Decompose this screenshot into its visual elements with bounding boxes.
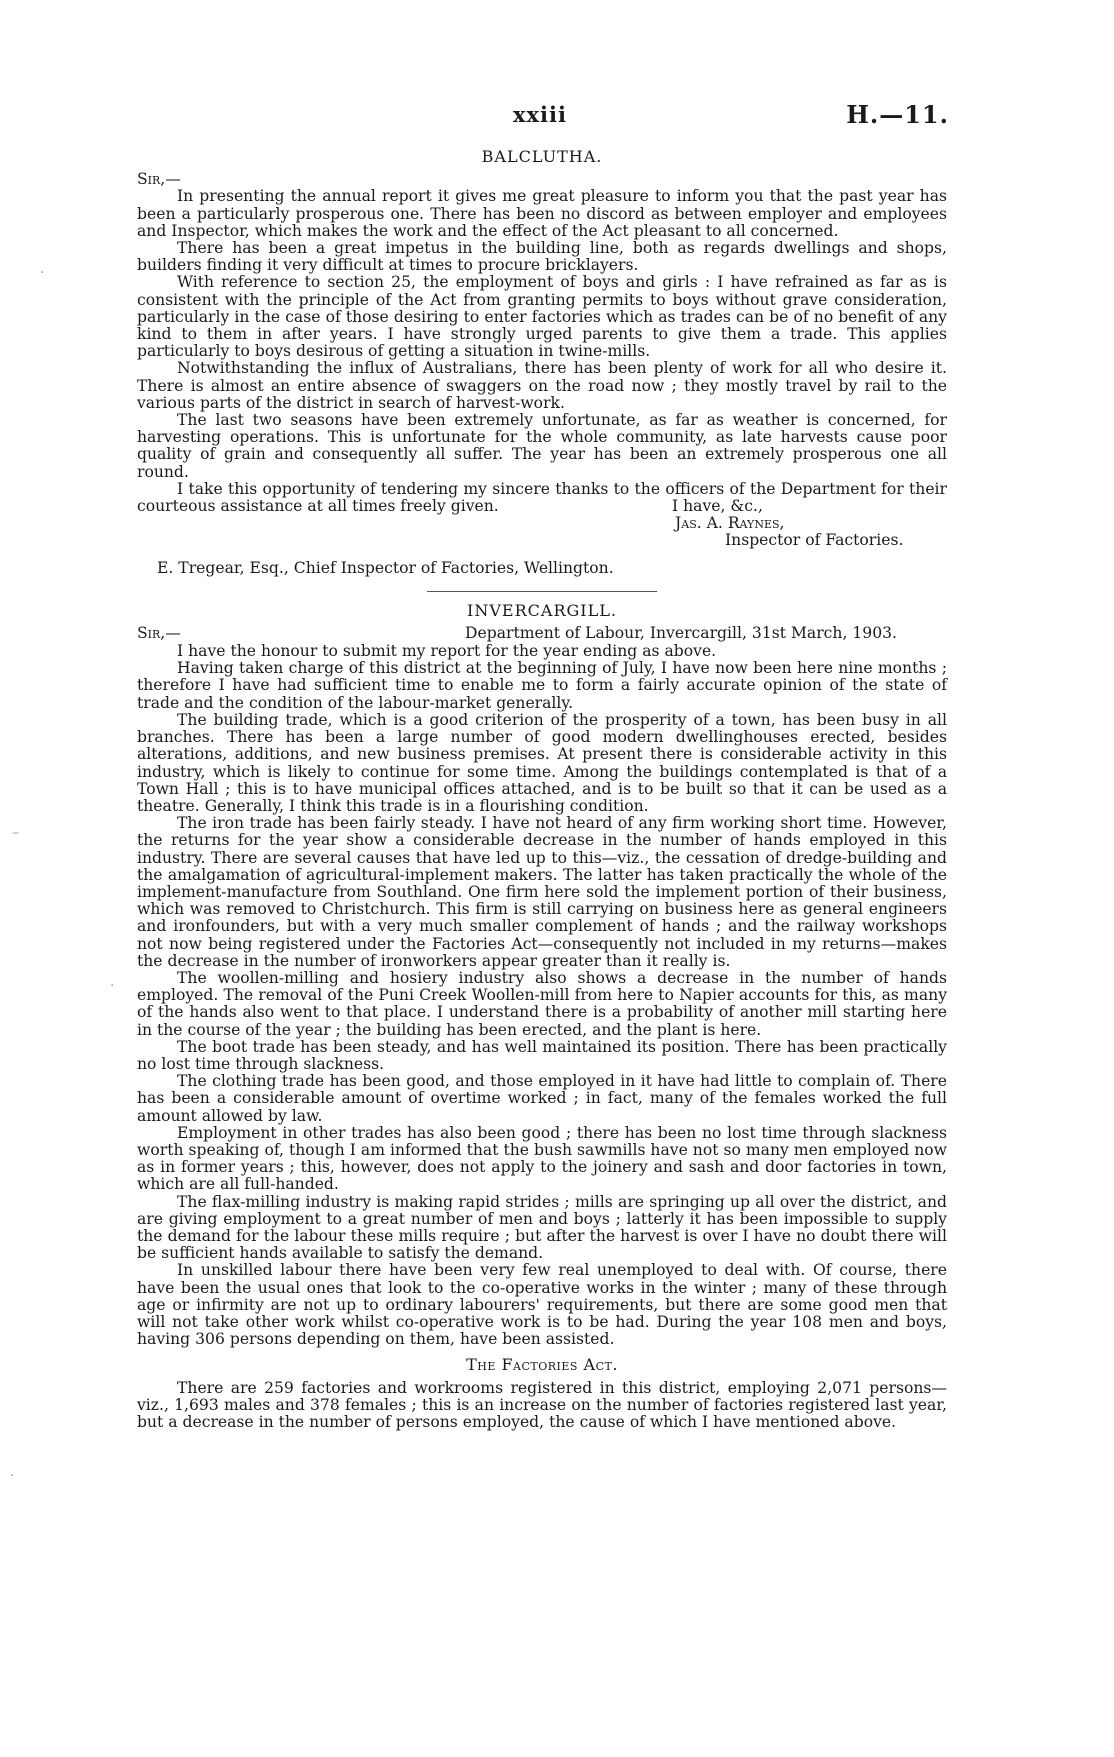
dateline: Department of Labour, Invercargill, 31st March, 1903. [465, 624, 898, 643]
series-label: H.—11. [846, 100, 949, 129]
salutation: Sir,— [137, 170, 181, 189]
paragraph: With reference to section 25, the employment of boys and girls : I have refrained as far as is consistent with the principle of the Act from granting permits to boys without grave consideration, particularly in the case of those desiring to enter factories which as trades can be of no benefit of any kind to them in after years. I have strongly urged parents to give them a trade. This applies particularly to boys desirous of getting a situation in twine-mills. [137, 273, 947, 361]
balclutha-section [137, 148, 947, 577]
section-title-balclutha: BALCLUTHA. [481, 147, 603, 166]
invercargill-section [137, 602, 947, 1431]
signature-title: Inspector of Factories. [725, 531, 904, 550]
report-body [137, 148, 947, 1431]
paragraph: Having taken charge of this district at the beginning of July, I have now been here nine months ; therefore I have had sufficient time to enable me to form a fairly accurate opinion of the state of trade and the condition of the labour-market generally. [137, 659, 947, 712]
section-title-invercargill: INVERCARGILL. [467, 600, 617, 620]
paragraph: Notwithstanding the influx of Australians, there has been plenty of work for all who desire it. There is almost an entire absence of swaggers on the road now ; they mostly travel by rail to the various parts of the district in search of harvest-work. [137, 359, 947, 412]
paragraph: The clothing trade has been good, and those employed in it have had little to complain of. There has been a considerable amount of overtime worked ; in fact, many of the females worked the full amount allowed by law. [137, 1072, 947, 1125]
closing-paragraph [137, 481, 947, 515]
margin-mark: · [40, 265, 45, 281]
dateline-row [137, 625, 947, 643]
paragraph: There has been a great impetus in the building line, both as regards dwellings and shops, builders finding it very difficult at times to procure bricklayers. [137, 239, 947, 275]
page-number: xxiii [513, 102, 567, 127]
paragraph: The flax-milling industry is making rapid strides ; mills are springing up all over the district, and are giving employment to a great number of men and boys ; latterly it has been impossible to supply the demand for the labour these mills require ; but after the harvest is over I have no doubt there will be sufficient hands available to satisfy the demand. [137, 1192, 947, 1263]
paragraph: There are 259 factories and workrooms registered in this district, employing 2,071 persons—viz., 1,693 males and 378 females ; this is an increase on the number of factories registered last year, but a decrease in the number of persons employed, the cause of which I have mentioned above. [137, 1378, 947, 1432]
margin-mark: · [10, 1468, 15, 1484]
margin-mark: – [12, 825, 19, 841]
salutation: Sir,— [137, 624, 181, 643]
paragraph: The building trade, which is a good criterion of the prosperity of a town, has been busy in all branches. There has been a large number of good modern dwellinghouses erected, besides alterations, additions, and new business premises. At present there is considerable activity in this industry, which is likely to continue for some time. Among the buildings contemplated is that of a Town Hall ; this is to have municipal offices attached, and is to be built so that it can be used as a theatre. Generally, I think this trade is in a flourishing condition. [137, 710, 947, 815]
closing-phrase: I have, &c., [672, 497, 763, 516]
paragraph: In unskilled labour there have been very few real unemployed to deal with. Of course, there have been the usual ones that look to the co-operative works in the winter ; many of these through age or infirmity are not up to ordinary labourers' requirements, but there are some good men that will not take other work whilst co-operative work is to be had. During the year 108 men and boys, having 306 persons depending on them, have been assisted. [137, 1261, 947, 1349]
section-divider [427, 591, 657, 592]
subheading-factories-act: The Factories Act. [466, 1355, 618, 1375]
paragraph: The boot trade has been steady, and has well maintained its position. There has been practically no lost time through slackness. [137, 1037, 947, 1073]
signature-name: Jas. A. Raynes, [675, 514, 785, 533]
margin-mark: · [110, 978, 115, 994]
paragraph: The iron trade has been fairly steady. I have not heard of any firm working short time. However, the returns for the year show a considerable decrease in the number of hands employed in this industry. There are several causes that have led up to this—viz., the cessation of dredge-building and the amalgamation of agricultural-implement makers. The latter has taken practically the whole of the implement-manufacture from Southland. One firm here sold the implement portion of their business, which was removed to Christchurch. This firm is still carrying on business here as general engineers and ironfounders, but with a very much smaller complement of hands ; and the railway workshops not now being registered under the Factories Act—consequently not included in my returns—makes the decrease in the number of ironworkers appear greater than it really is. [137, 814, 947, 970]
paragraph: The woollen-milling and hosiery industry also shows a decrease in the number of hands employed. The removal of the Puni Creek Woollen-mill from here to Napier accounts for this, as many of the hands also went to that place. I understand there is a probability of another mill starting here in the course of the year ; the building has been erected, and the plant is here. [137, 968, 947, 1039]
paragraph: Employment in other trades has also been good ; there has been no lost time through slackness worth speaking of, though I am informed that the bush sawmills have not so many men employed now as in former years ; this, however, does not apply to the joinery and sash and door factories in town, which are all full-handed. [137, 1123, 947, 1194]
paragraph-text: I take this opportunity of tendering my sincere thanks to the officers of the Department for their courteous assistance at all times freely given. [137, 479, 947, 516]
addressee: E. Tregear, Esq., Chief Inspector of Factories, Wellington. [157, 558, 614, 577]
paragraph: I have the honour to submit my report for the year ending as above. [177, 642, 717, 661]
paragraph: The last two seasons have been extremely unfortunate, as far as weather is concerned, for harvesting operations. This is unfortunate for the whole community, as late harvests cause poor quality of grain and consequently all suffer. The year has been an extremely prosperous one all round. [137, 411, 947, 481]
paragraph: In presenting the annual report it gives me great pleasure to inform you that the past year has been a particularly prosperous one. There has been no discord as between employer and employees and Inspector, which makes the work and the effect of the Act pleasant to all concerned. [137, 187, 947, 240]
